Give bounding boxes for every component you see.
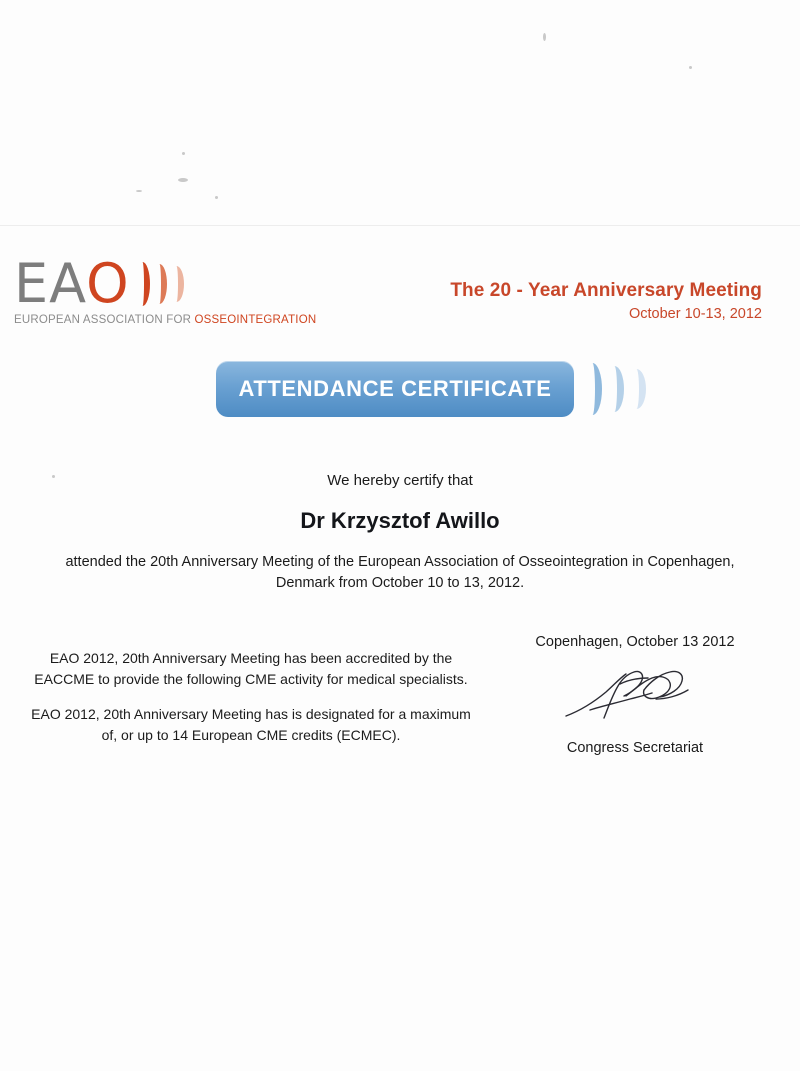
eao-logo-subtitle-part2: OSSEOINTEGRATION <box>194 314 317 326</box>
scan-speck <box>182 152 185 155</box>
certificate-banner <box>216 358 646 420</box>
attendance-text: attended the 20th Anniversary Meeting of the European Association of Osseointegration in Copenhagen, Denmark from October 10 to 13, 2012. <box>65 554 735 591</box>
scan-speck <box>215 196 218 199</box>
meeting-date: October 10-13, 2012 <box>628 306 762 322</box>
signature-place-date: Copenhagen, October 13 2012 <box>535 634 735 650</box>
scan-speck <box>543 33 546 41</box>
recipient-name: Dr Krzysztof Awillo <box>300 508 500 533</box>
banner-waves-icon <box>580 361 646 417</box>
banner-pill <box>216 361 574 417</box>
eao-logo-subtitle-part1: EUROPEAN ASSOCIATION FOR <box>14 314 195 326</box>
signature-role: Congress Secretariat <box>566 740 704 756</box>
accreditation-block <box>26 648 476 760</box>
handwritten-signature-image <box>560 666 710 728</box>
eao-logo-mark <box>14 252 294 315</box>
meeting-title-block <box>450 280 762 322</box>
scan-speck <box>689 66 692 69</box>
scan-fold-line <box>0 225 800 226</box>
scan-speck <box>136 190 142 192</box>
meeting-title: The 20 - Year Anniversary Meeting <box>450 280 762 301</box>
eao-logo-wordmark: EAO <box>14 252 130 315</box>
scan-speck <box>178 178 188 182</box>
logo-waves-icon <box>133 261 184 307</box>
eao-logo <box>14 252 317 326</box>
accreditation-paragraph-1: EAO 2012, 20th Anniversary Meeting has been accredited by the EACCME to provide the following CME activity for medical specialists. <box>34 650 468 687</box>
banner-label: ATTENDANCE CERTIFICATE <box>238 376 552 401</box>
certificate-header <box>0 252 800 348</box>
eao-logo-subtitle <box>14 314 317 326</box>
accreditation-paragraph-2: EAO 2012, 20th Anniversary Meeting has is designated for a maximum of, or up to 14 European CME credits (ECMEC). <box>31 706 471 743</box>
certify-line: We hereby certify that <box>327 472 473 489</box>
